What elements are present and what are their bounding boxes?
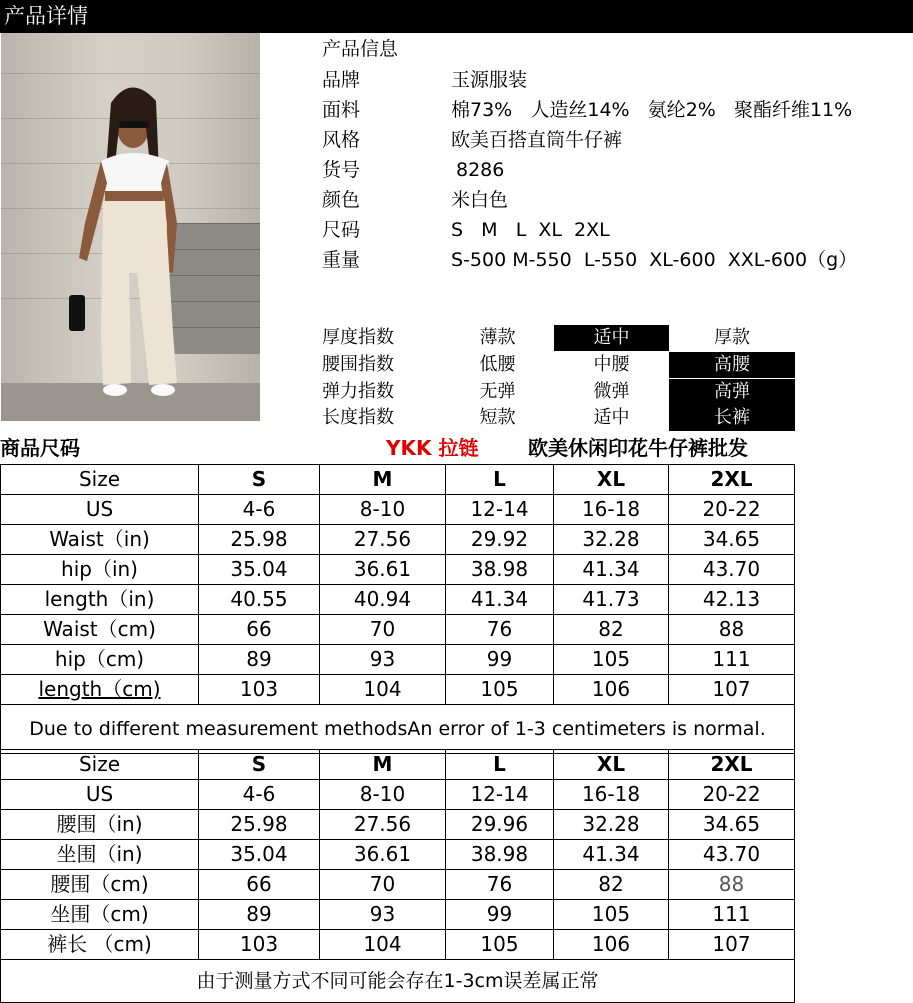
table-cell: 29.96 [446, 810, 554, 840]
table-cell: 29.92 [446, 525, 554, 555]
table-header-cell: XL [554, 750, 669, 780]
info-value-sizes: S M L XL 2XL [451, 219, 610, 241]
table-cell: 82 [554, 615, 669, 645]
table-cell: 12-14 [446, 780, 554, 810]
table-header-cell: M [320, 750, 446, 780]
table-cell: 42.13 [669, 585, 795, 615]
table-cell: 41.34 [554, 840, 669, 870]
table-cell: 76 [446, 870, 554, 900]
index-option: 适中 [593, 407, 630, 428]
table-cell: 坐围（in) [1, 840, 199, 870]
table-cell: length（in) [1, 585, 199, 615]
index-option-selected: 适中 [554, 325, 669, 351]
index-option-selected: 高弹 [669, 379, 795, 405]
table-cell: 89 [199, 645, 320, 675]
info-label-brand: 品牌 [322, 69, 361, 91]
table-cell: 93 [320, 900, 446, 930]
info-value-style: 欧美百搭直筒牛仔裤 [451, 129, 623, 151]
table-cell: 104 [320, 675, 446, 705]
table-header-row [1, 465, 795, 495]
table-cell: 27.56 [320, 525, 446, 555]
table-cell: 35.04 [199, 555, 320, 585]
info-label-weight: 重量 [322, 249, 361, 271]
table-cell: hip（in) [1, 555, 199, 585]
index-option-selected: 长裤 [669, 405, 795, 431]
table-row [1, 645, 795, 675]
table-cell: 38.98 [446, 840, 554, 870]
table-cell: length（cm) [1, 675, 199, 705]
index-option: 薄款 [479, 327, 516, 348]
table-cell: 104 [320, 930, 446, 960]
table-header-cell: S [199, 465, 320, 495]
table-header-cell: L [446, 465, 554, 495]
index-option: 低腰 [479, 354, 516, 375]
table-cell: 32.28 [554, 525, 669, 555]
index-option: 短款 [479, 407, 516, 428]
table-cell: 8-10 [320, 495, 446, 525]
table-cell: 99 [446, 645, 554, 675]
table-cell: 40.94 [320, 585, 446, 615]
page-title: 产品详情 [4, 4, 88, 28]
index-option-selected: 高腰 [669, 352, 795, 378]
index-label-waist: 腰围指数 [322, 354, 394, 375]
info-value-weight: S-500 M-550 L-550 XL-600 XXL-600（g） [451, 249, 858, 271]
measurement-note-cn: 由于测量方式不同可能会存在1-3cm误差属正常 [1, 960, 795, 1003]
table-cell: 腰围（in) [1, 810, 199, 840]
info-label-color: 颜色 [322, 189, 361, 211]
table-row [1, 675, 795, 705]
table-cell: 41.34 [554, 555, 669, 585]
table-cell: 88 [669, 615, 795, 645]
info-label-fabric: 面料 [322, 99, 361, 121]
table-cell: 107 [669, 930, 795, 960]
table-cell: 34.65 [669, 810, 795, 840]
table-cell: 8-10 [320, 780, 446, 810]
index-option: 中腰 [593, 354, 630, 375]
index-label-length: 长度指数 [322, 407, 394, 428]
info-value-fabric: 棉73% 人造丝14% 氨纶2% 聚酯纤维11% [451, 99, 853, 121]
table-cell: 66 [199, 615, 320, 645]
table-cell: 20-22 [669, 780, 795, 810]
table-cell: 82 [554, 870, 669, 900]
table-cell: 106 [554, 675, 669, 705]
table-header-cell: Size [1, 465, 199, 495]
table-cell: 36.61 [320, 555, 446, 585]
index-option: 微弹 [593, 381, 630, 402]
table-cell: Waist（in) [1, 525, 199, 555]
table-row [1, 840, 795, 870]
table-row [1, 495, 795, 525]
info-label-sizes: 尺码 [322, 219, 361, 241]
table-cell: 41.34 [446, 585, 554, 615]
table-cell: US [1, 780, 199, 810]
info-label-style: 风格 [322, 129, 361, 151]
table-cell: 93 [320, 645, 446, 675]
info-value-brand: 玉源服装 [451, 69, 528, 91]
table-cell: 105 [554, 645, 669, 675]
table-cell: 4-6 [199, 495, 320, 525]
table-cell: 12-14 [446, 495, 554, 525]
size-table-cn [0, 749, 795, 1003]
table-header-cell: Size [1, 750, 199, 780]
table-note-row [1, 705, 795, 754]
table-cell: 40.55 [199, 585, 320, 615]
table-cell: 34.65 [669, 525, 795, 555]
measurement-note-en: Due to different measurement methodsAn error of 1-3 centimeters is normal. [1, 705, 795, 754]
table-cell: Waist（cm) [1, 615, 199, 645]
header-bar [0, 0, 913, 33]
table-row [1, 585, 795, 615]
table-cell: 25.98 [199, 810, 320, 840]
table-cell: hip（cm) [1, 645, 199, 675]
table-cell: 坐围（cm) [1, 900, 199, 930]
info-title: 产品信息 [322, 38, 399, 60]
table-cell: 20-22 [669, 495, 795, 525]
info-value-sku: 8286 [456, 159, 505, 181]
table-cell: 70 [320, 615, 446, 645]
table-cell: 70 [320, 870, 446, 900]
table-header-row [1, 750, 795, 780]
model-figure [1, 33, 260, 421]
table-row [1, 870, 795, 900]
table-row [1, 780, 795, 810]
table-cell: 27.56 [320, 810, 446, 840]
table-cell: 35.04 [199, 840, 320, 870]
table-row [1, 900, 795, 930]
table-cell: 76 [446, 615, 554, 645]
table-cell: 裤长 （cm) [1, 930, 199, 960]
table-cell: 腰围（cm) [1, 870, 199, 900]
table-cell: 111 [669, 900, 795, 930]
size-section-title: 商品尺码 [0, 436, 80, 460]
table-row [1, 810, 795, 840]
info-value-color: 米白色 [451, 189, 509, 211]
size-section-subtitle: 欧美休闲印花牛仔裤批发 [528, 436, 748, 460]
product-photo [1, 33, 260, 421]
table-cell: 105 [446, 930, 554, 960]
zipper-badge: YKK 拉链 [386, 436, 479, 460]
table-note-row [1, 960, 795, 1003]
index-option: 无弹 [479, 381, 516, 402]
table-cell: 36.61 [320, 840, 446, 870]
table-cell: 107 [669, 675, 795, 705]
table-header-cell: 2XL [669, 465, 795, 495]
table-cell: 16-18 [554, 495, 669, 525]
table-cell: 88 [669, 870, 795, 900]
size-table-en [0, 464, 795, 754]
table-row [1, 930, 795, 960]
table-cell: 105 [554, 900, 669, 930]
table-cell: 89 [199, 900, 320, 930]
table-row [1, 555, 795, 585]
index-label-stretch: 弹力指数 [322, 381, 394, 402]
table-cell: 106 [554, 930, 669, 960]
table-header-cell: L [446, 750, 554, 780]
table-cell: 66 [199, 870, 320, 900]
table-cell: 103 [199, 930, 320, 960]
index-option: 厚款 [714, 327, 750, 348]
table-cell: 111 [669, 645, 795, 675]
table-cell: 38.98 [446, 555, 554, 585]
table-header-cell: S [199, 750, 320, 780]
table-header-cell: 2XL [669, 750, 795, 780]
info-label-sku: 货号 [322, 159, 361, 181]
table-cell: 32.28 [554, 810, 669, 840]
table-row [1, 615, 795, 645]
table-cell: 16-18 [554, 780, 669, 810]
table-cell: 4-6 [199, 780, 320, 810]
table-row [1, 525, 795, 555]
table-header-cell: XL [554, 465, 669, 495]
table-cell: 41.73 [554, 585, 669, 615]
index-label-thickness: 厚度指数 [322, 327, 394, 348]
table-cell: 103 [199, 675, 320, 705]
table-cell: 43.70 [669, 840, 795, 870]
table-cell: US [1, 495, 199, 525]
table-cell: 25.98 [199, 525, 320, 555]
table-cell: 105 [446, 675, 554, 705]
table-cell: 43.70 [669, 555, 795, 585]
table-header-cell: M [320, 465, 446, 495]
table-cell: 99 [446, 900, 554, 930]
